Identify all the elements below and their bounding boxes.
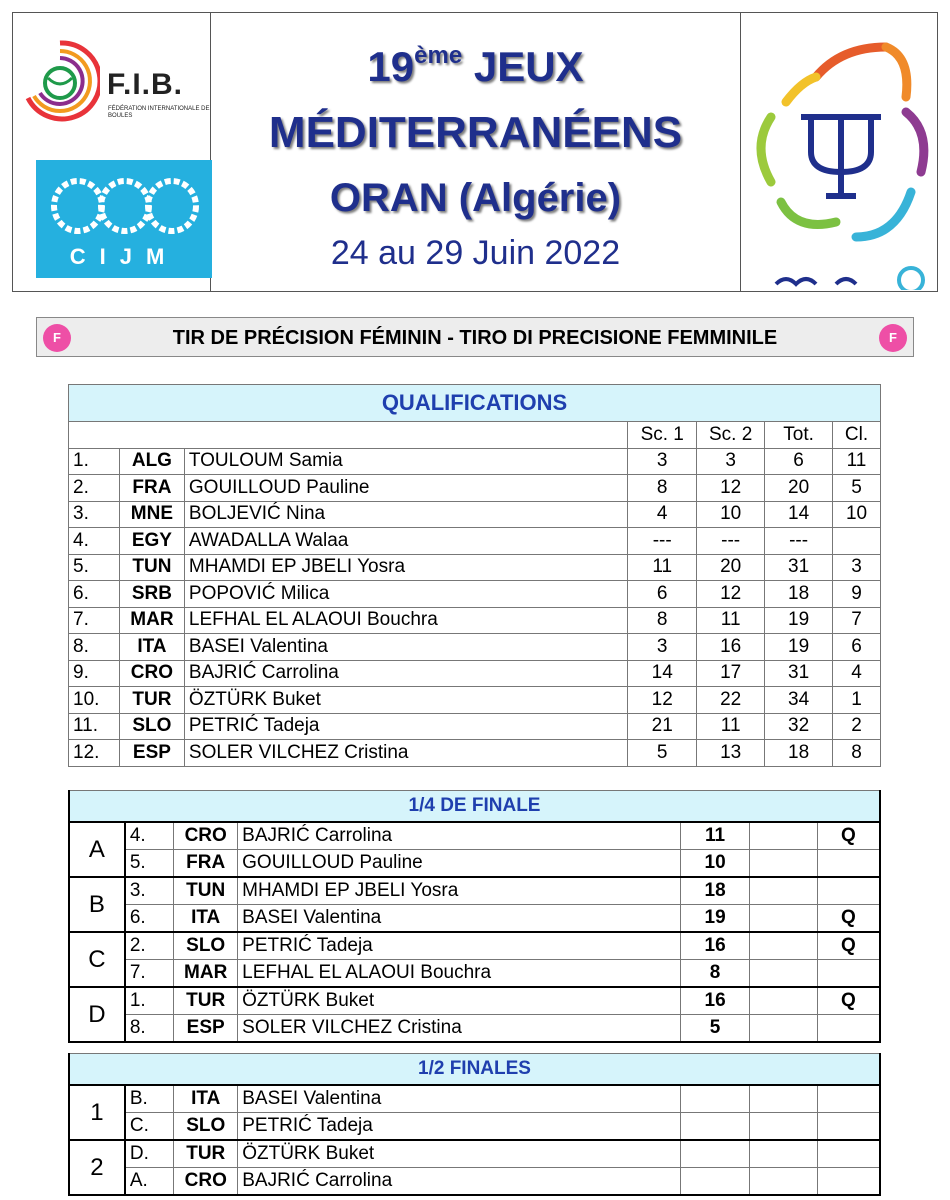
left-logo-panel [12,12,211,292]
qualification-rank: 3. [69,501,120,528]
qualification-total: 18 [765,581,833,608]
qualification-score-2: 13 [697,740,765,767]
qualification-country-code: CRO [119,660,184,687]
qualification-score-1: --- [628,528,697,555]
qualification-score-2: 12 [697,475,765,502]
qualification-classification: 5 [833,475,881,502]
qualification-score-1: 21 [628,713,697,740]
qualification-athlete-name: PETRIĆ Tadeja [184,713,627,740]
table-row [69,448,881,475]
qualification-rank: 5. [69,554,120,581]
match-qualified-mark [817,1113,880,1141]
match-country-code: ITA [174,1085,238,1113]
match-country-code: TUR [174,1140,238,1168]
match-seed: D. [125,1140,174,1168]
event-title: 19ème JEUX [367,42,584,90]
qualification-rank: 12. [69,740,120,767]
match-country-code: TUR [174,987,238,1015]
qualification-total: --- [765,528,833,555]
match-seed: C. [125,1113,174,1141]
cijm-logo [36,160,212,278]
qualification-classification: 2 [833,713,881,740]
match-country-code: ITA [174,905,238,933]
semi-finals-title: 1/2 FINALES [69,1054,880,1086]
qualification-score-1: 4 [628,501,697,528]
qualification-athlete-name: MHAMDI EP JBELI Yosra [184,554,627,581]
qualification-score-2: 20 [697,554,765,581]
match-country-code: SLO [174,932,238,960]
match-empty-cell [749,1113,817,1141]
match-score: 16 [681,932,750,960]
match-score: 19 [681,905,750,933]
qualification-total: 31 [765,660,833,687]
cijm-logo-text: CIJM [69,244,179,269]
table-row [69,1140,880,1168]
table-row [69,987,880,1015]
match-score [681,1113,750,1141]
qualification-total: 19 [765,607,833,634]
qualification-score-1: 11 [628,554,697,581]
column-header: Sc. 1 [628,422,697,449]
match-empty-cell [749,905,817,933]
event-banner [36,317,914,357]
qualification-classification: 1 [833,687,881,714]
group-label: D [69,987,125,1042]
qualification-score-2: 16 [697,634,765,661]
qualification-rank: 4. [69,528,120,555]
match-score [681,1140,750,1168]
qualification-score-2: 22 [697,687,765,714]
match-score [681,1168,750,1196]
qualification-classification: 7 [833,607,881,634]
match-athlete-name: ÖZTÜRK Buket [238,987,681,1015]
group-label: 2 [69,1140,125,1195]
match-qualified-mark [817,960,880,988]
qualification-country-code: MAR [119,607,184,634]
qualification-country-code: MNE [119,501,184,528]
event-dates: 24 au 29 Juin 2022 [330,234,621,272]
qualification-total: 31 [765,554,833,581]
match-qualified-mark [817,850,880,878]
match-qualified-mark [817,1085,880,1113]
qualification-classification: 11 [833,448,881,475]
fib-logo-subtitle: FÉDÉRATION INTERNATIONALE DE BOULES [108,106,210,119]
match-country-code: SLO [174,1113,238,1141]
right-logo-panel [740,12,938,292]
match-qualified-mark [817,1015,880,1043]
qualification-athlete-name: AWADALLA Walaa [184,528,627,555]
table-row [69,475,881,502]
match-score: 8 [681,960,750,988]
table-row [69,554,881,581]
qualification-athlete-name: POPOVIĆ Milica [184,581,627,608]
table-row [69,687,881,714]
match-empty-cell [749,877,817,905]
match-score: 10 [681,850,750,878]
table-row [69,660,881,687]
fib-logo-text: F.I.B. [107,68,184,101]
qualification-classification: 3 [833,554,881,581]
group-label: B [69,877,125,932]
qualification-score-2: 3 [697,448,765,475]
match-empty-cell [749,850,817,878]
match-athlete-name: PETRIĆ Tadeja [238,932,681,960]
match-qualified-mark [817,1140,880,1168]
header-blank [69,422,628,449]
match-country-code: TUN [174,877,238,905]
match-athlete-name: BAJRIĆ Carrolina [238,1168,681,1196]
qualification-score-1: 8 [628,475,697,502]
table-row [69,528,881,555]
match-country-code: CRO [174,1168,238,1196]
qualification-country-code: ITA [119,634,184,661]
match-seed: B. [125,1085,174,1113]
match-qualified-mark [817,877,880,905]
match-athlete-name: BAJRIĆ Carrolina [238,822,681,850]
qualification-classification [833,528,881,555]
match-athlete-name: BASEI Valentina [238,905,681,933]
match-empty-cell [749,960,817,988]
qualification-score-1: 3 [628,448,697,475]
match-qualified-mark: Q [817,932,880,960]
match-qualified-mark: Q [817,987,880,1015]
qualification-rank: 11. [69,713,120,740]
cijm-rings-icon [50,174,200,238]
qualification-country-code: EGY [119,528,184,555]
female-badge-left: F [43,324,71,352]
match-score: 16 [681,987,750,1015]
match-athlete-name: LEFHAL EL ALAOUI Bouchra [238,960,681,988]
table-row [69,932,880,960]
qualification-rank: 1. [69,448,120,475]
match-empty-cell [749,1168,817,1196]
match-seed: 7. [125,960,174,988]
qualification-total: 14 [765,501,833,528]
qualification-rank: 6. [69,581,120,608]
qualification-total: 20 [765,475,833,502]
event-location: ORAN (Algérie) [329,176,622,220]
qualification-score-1: 8 [628,607,697,634]
qualification-rank: 8. [69,634,120,661]
qualification-rank: 10. [69,687,120,714]
quarter-finals-table [68,790,881,1043]
qualification-rank: 7. [69,607,120,634]
qualification-classification: 6 [833,634,881,661]
match-score: 5 [681,1015,750,1043]
table-row [69,822,880,850]
qualification-total: 6 [765,448,833,475]
qualification-country-code: SLO [119,713,184,740]
qualification-score-2: --- [697,528,765,555]
qualification-total: 18 [765,740,833,767]
qualification-total: 32 [765,713,833,740]
match-qualified-mark: Q [817,905,880,933]
match-seed: A. [125,1168,174,1196]
qualification-rank: 9. [69,660,120,687]
match-athlete-name: BASEI Valentina [238,1085,681,1113]
qualification-athlete-name: BAJRIĆ Carrolina [184,660,627,687]
match-empty-cell [749,1085,817,1113]
table-row [69,634,881,661]
table-row [69,877,880,905]
qualification-total: 34 [765,687,833,714]
qualification-classification: 9 [833,581,881,608]
qualification-score-2: 10 [697,501,765,528]
qualification-classification: 8 [833,740,881,767]
qualification-athlete-name: BOLJEVIĆ Nina [184,501,627,528]
match-athlete-name: SOLER VILCHEZ Cristina [238,1015,681,1043]
table-row [69,740,881,767]
match-score [681,1085,750,1113]
match-seed: 2. [125,932,174,960]
qualification-athlete-name: SOLER VILCHEZ Cristina [184,740,627,767]
table-row [69,1015,880,1043]
qualification-score-1: 14 [628,660,697,687]
match-seed: 8. [125,1015,174,1043]
match-qualified-mark: Q [817,822,880,850]
column-header: Sc. 2 [697,422,765,449]
qualification-athlete-name: ÖZTÜRK Buket [184,687,627,714]
qualification-score-1: 12 [628,687,697,714]
match-empty-cell [749,822,817,850]
oran-2022-logo-icon [746,22,934,290]
match-empty-cell [749,1015,817,1043]
table-row [69,501,881,528]
qualification-country-code: FRA [119,475,184,502]
match-score: 11 [681,822,750,850]
qualification-rank: 2. [69,475,120,502]
qualification-score-2: 11 [697,607,765,634]
match-country-code: MAR [174,960,238,988]
qualifications-title: QUALIFICATIONS [69,385,881,422]
qualification-score-1: 3 [628,634,697,661]
match-athlete-name: MHAMDI EP JBELI Yosra [238,877,681,905]
match-country-code: ESP [174,1015,238,1043]
qualification-country-code: SRB [119,581,184,608]
table-row [69,581,881,608]
qualification-score-2: 12 [697,581,765,608]
qualification-athlete-name: GOUILLOUD Pauline [184,475,627,502]
table-row [69,1085,880,1113]
table-row [69,850,880,878]
qualification-classification: 10 [833,501,881,528]
table-row [69,713,881,740]
semi-finals-table [68,1053,881,1196]
match-athlete-name: PETRIĆ Tadeja [238,1113,681,1141]
qualification-score-1: 5 [628,740,697,767]
table-row [69,1168,880,1196]
table-row [69,607,881,634]
match-seed: 4. [125,822,174,850]
quarter-finals-title: 1/4 DE FINALE [69,791,880,823]
qualification-athlete-name: LEFHAL EL ALAOUI Bouchra [184,607,627,634]
group-label: 1 [69,1085,125,1140]
table-row [69,905,880,933]
qualification-country-code: TUN [119,554,184,581]
match-empty-cell [749,987,817,1015]
column-header: Tot. [765,422,833,449]
qualification-country-code: ESP [119,740,184,767]
qualification-score-2: 11 [697,713,765,740]
qualification-score-1: 6 [628,581,697,608]
qualification-country-code: TUR [119,687,184,714]
group-label: A [69,822,125,877]
match-empty-cell [749,932,817,960]
match-country-code: FRA [174,850,238,878]
match-qualified-mark [817,1168,880,1196]
qualification-athlete-name: BASEI Valentina [184,634,627,661]
qualifications-table [68,384,881,767]
event-title-line2: MÉDITERRANÉENS [268,108,683,157]
match-athlete-name: ÖZTÜRK Buket [238,1140,681,1168]
match-seed: 6. [125,905,174,933]
qualification-total: 19 [765,634,833,661]
match-country-code: CRO [174,822,238,850]
qualification-country-code: ALG [119,448,184,475]
qualification-score-2: 17 [697,660,765,687]
qualification-classification: 4 [833,660,881,687]
fib-logo-icon [20,38,100,123]
event-banner-title: TIR DE PRÉCISION FÉMININ - TIRO DI PRECISIONE FEMMINILE [172,327,778,349]
column-header: Cl. [833,422,881,449]
table-row [69,1113,880,1141]
table-row [69,960,880,988]
group-label: C [69,932,125,987]
match-athlete-name: GOUILLOUD Pauline [238,850,681,878]
qualification-athlete-name: TOULOUM Samia [184,448,627,475]
match-score: 18 [681,877,750,905]
match-empty-cell [749,1140,817,1168]
female-badge-right: F [879,324,907,352]
match-seed: 5. [125,850,174,878]
match-seed: 1. [125,987,174,1015]
match-seed: 3. [125,877,174,905]
